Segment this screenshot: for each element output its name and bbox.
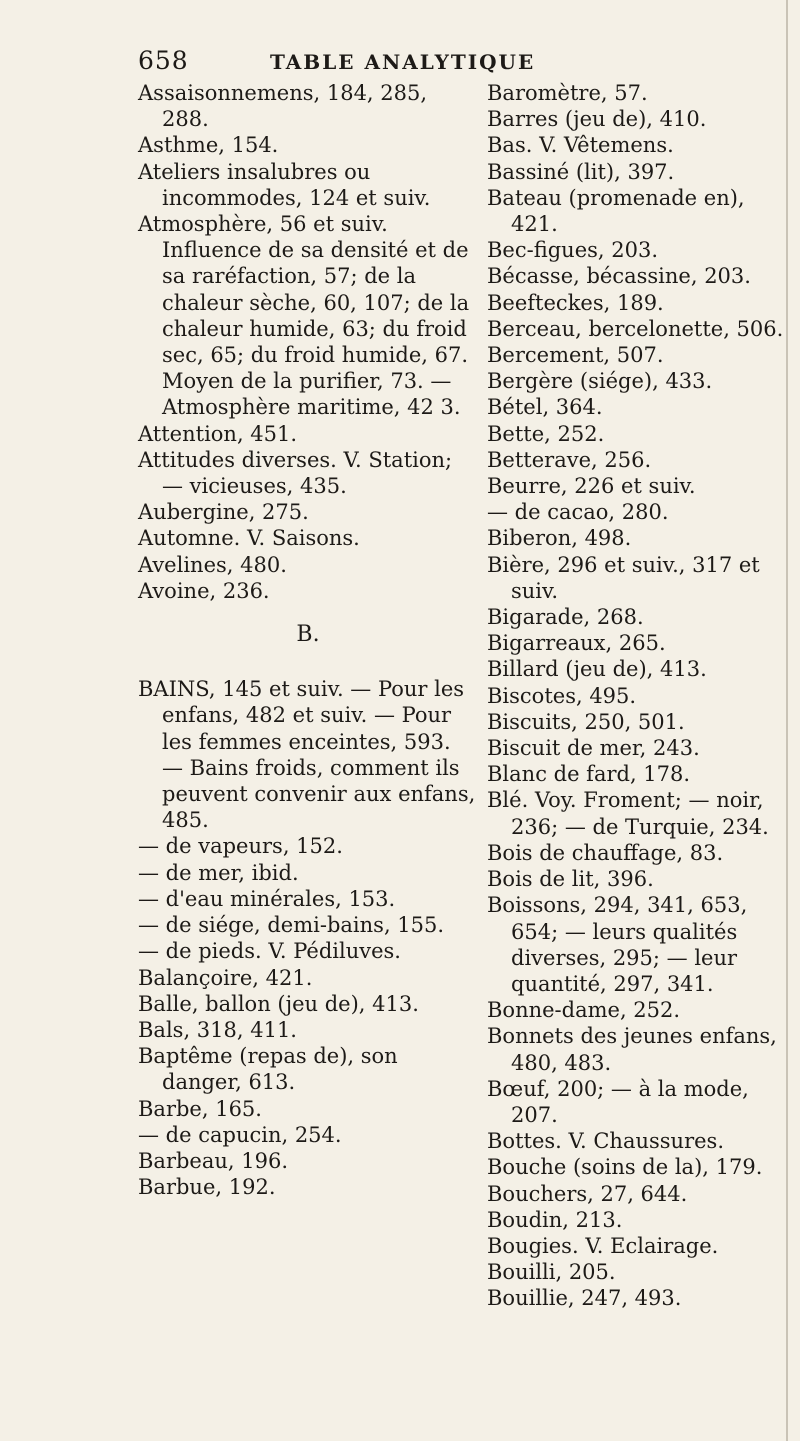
index-entry: Blé. Voy. Froment; — noir, 236; — de Turquie, 234. xyxy=(487,788,769,839)
index-entry: Bécasse, bécassine, 203. xyxy=(487,264,751,289)
index-entry: Avelines, 480. xyxy=(138,552,287,577)
index-entry: Balle, ballon (jeu de), 413. xyxy=(138,991,419,1016)
index-entry: Bas. V. Vêtemens. xyxy=(487,133,674,158)
index-entry: Attention, 451. xyxy=(138,421,298,446)
index-entry: Bigarreaux, 265. xyxy=(487,631,666,656)
page-number: 658 xyxy=(138,46,189,75)
left-column xyxy=(138,80,478,1200)
index-entry: Avoine, 236. xyxy=(138,578,270,603)
index-entry: Bonnets des jeunes enfans, 480, 483. xyxy=(487,1024,777,1075)
index-entry: Bois de chauffage, 83. xyxy=(487,840,724,865)
index-entry: Assaisonnemens, 184, 285, 288. xyxy=(138,81,428,132)
index-entry: Bateau (promenade en), 421. xyxy=(487,185,745,237)
index-entry: Biberon, 498. xyxy=(487,526,632,551)
index-entry: Baromètre, 57. xyxy=(487,81,648,105)
index-entry: Bouillie, 247, 493. xyxy=(487,1286,682,1311)
index-entry: Bouilli, 205. xyxy=(487,1260,616,1285)
index-entry: Boissons, 294, 341, 653, 654; — leurs qualités diverses, 295; — leur quantité, 297, 341. xyxy=(487,893,748,996)
index-entry: — de siége, demi-bains, 155. xyxy=(138,913,445,938)
section-letter: B. xyxy=(296,622,320,648)
index-entry: Baptême (repas de), son danger, 613. xyxy=(138,1044,398,1095)
index-entry: — de cacao, 280. xyxy=(487,500,669,525)
index-entry: Blanc de fard, 178. xyxy=(487,762,691,787)
index-entry: Bœuf, 200; — à la mode, 207. xyxy=(487,1076,749,1127)
index-entry: Bière, 296 et suiv., 317 et suiv. xyxy=(487,552,760,603)
index-entry: Bercement, 507. xyxy=(487,343,664,368)
index-entry: Bec-figues, 203. xyxy=(487,238,659,263)
index-entry: — de pieds. V. Pédiluves. xyxy=(138,939,401,964)
index-entry: Bottes. V. Chaussures. xyxy=(487,1129,724,1154)
index-entry: Barbue, 192. xyxy=(138,1175,276,1200)
index-entry: — de mer, ibid. xyxy=(138,860,299,885)
index-entry: — de vapeurs, 152. xyxy=(138,834,343,859)
index-entry: Billard (jeu de), 413. xyxy=(487,657,707,682)
index-entry: Bonne-dame, 252. xyxy=(487,998,681,1023)
index-entry: Biscuit de mer, 243. xyxy=(487,736,700,761)
index-entry: Berceau, bercelonette, 506. xyxy=(487,316,784,341)
index-entry: Bassiné (lit), 397. xyxy=(487,159,675,184)
index-entry: Bétel, 364. xyxy=(487,395,603,420)
index-entry: Balançoire, 421. xyxy=(138,965,313,990)
index-entry: Attitudes diverses. V. Station; — vicieuses, 435. xyxy=(138,447,453,499)
index-entry: Automne. V. Saisons. xyxy=(138,526,360,551)
index-entry: Atmosphère, 56 et suiv. Influence de sa densité et de sa raréfaction, 57; de la chaleur sèche, 60, 107; de la chaleur humide, 63; du froid sec, 65; du froid humide, 67. Moyen de la purifier, 73. — Atmosphère maritime, 42 3. xyxy=(138,212,470,420)
index-entry: Ateliers insalubres ou incommodes, 124 et suiv. xyxy=(138,159,431,210)
index-entry: Barbe, 165. xyxy=(138,1096,262,1121)
index-entry: Bouche (soins de la), 179. xyxy=(487,1155,763,1180)
index-entry: Beefteckes, 189. xyxy=(487,290,664,315)
index-entry: Betterave, 256. xyxy=(487,447,652,472)
index-entry: — d'eau minérales, 153. xyxy=(138,886,396,911)
index-entry: Bette, 252. xyxy=(487,421,605,446)
index-entry: Bigarade, 268. xyxy=(487,605,644,630)
running-head: TABLE ANALYTIQUE xyxy=(270,50,536,74)
index-entry: Aubergine, 275. xyxy=(138,500,309,525)
index-entry: Beurre, 226 et suiv. xyxy=(487,474,696,499)
index-entry: Bals, 318, 411. xyxy=(138,1017,297,1042)
index-entry: BAINS, 145 et suiv. — Pour les enfans, 482 et suiv. — Pour les femmes enceintes, 593. — Bains froids, comment ils peuvent convenir aux enfans, 485. xyxy=(138,677,476,833)
index-entry: Bouchers, 27, 644. xyxy=(487,1181,688,1206)
index-entry: Asthme, 154. xyxy=(138,133,279,158)
index-entry: Bougies. V. Eclairage. xyxy=(487,1233,719,1258)
index-entry: Biscotes, 495. xyxy=(487,683,637,708)
index-entry: Barres (jeu de), 410. xyxy=(487,107,707,132)
index-entry: Biscuits, 250, 501. xyxy=(487,709,685,734)
index-entry: Bergère (siége), 433. xyxy=(487,369,713,394)
index-entry: Bois de lit, 396. xyxy=(487,867,654,892)
right-column xyxy=(487,80,792,1312)
index-entry: — de capucin, 254. xyxy=(138,1122,342,1147)
index-entry: Boudin, 213. xyxy=(487,1207,623,1232)
index-entry: Barbeau, 196. xyxy=(138,1148,289,1173)
